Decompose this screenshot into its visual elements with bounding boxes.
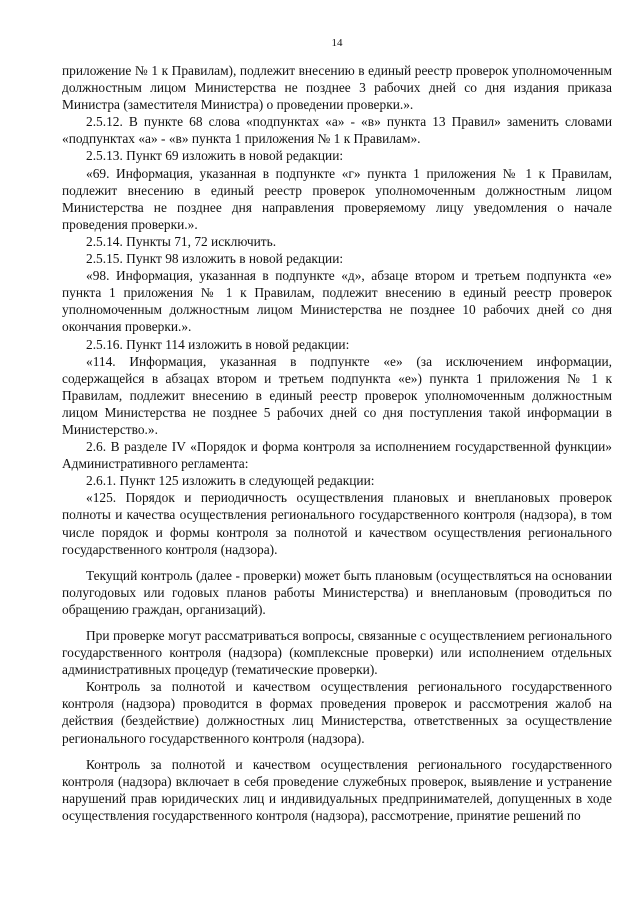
paragraph-2-6-1: 2.6.1. Пункт 125 изложить в следующей редакции: — [86, 473, 375, 489]
paragraph-current-control: Текущий контроль (далее - проверки) может быть плановым (осуществляться на основании полугодовых или годовых планов работы Министерства) и внеплановым (проводиться по обращению граждан, организаций). — [62, 567, 612, 617]
paragraph-inspection-questions: При проверке могут рассматриваться вопросы, связанные с осуществлением регионального государственного контроля (надзора) (комплексные проверки) или исполнением отдельных административных процедур (тематические проверки). — [62, 628, 612, 678]
paragraph-control-includes: Контроль за полнотой и качеством осуществления регионального государственного контроля (надзора) включает в себя проведение служебных проверок, выявление и устранение нарушений прав юридических лиц и индивидуальных предпринимателей, допущенных в ходе осуществления государственного контроля (надзора), рассмотрение, принятие решений по — [62, 756, 612, 823]
paragraph-2-5-15: 2.5.15. Пункт 98 изложить в новой редакции: — [86, 251, 344, 267]
paragraph-2-5-14: 2.5.14. Пункты 71, 72 исключить. — [86, 233, 277, 249]
paragraph-2-6: 2.6. В разделе IV «Порядок и форма контроля за исполнением государственной функции» Административного регламента: — [62, 439, 612, 472]
paragraph-continuation: приложение № 1 к Правилам), подлежит внесению в единый реестр проверок уполномоченным должностным лицом Министерства не позднее 3 рабочих дней со дня издания приказа Министра (заместителя Министра) о проведении проверки.». — [62, 63, 612, 113]
paragraph-clause-114: «114. Информация, указанная в подпункте «е» (за исключением информации, содержащейся в абзацах втором и третьем подпункта «е») пункта 1 приложения № 1 к Правилам, подлежит внесению в единый реестр проверок уполномоченным должностным лицом Министерства не позднее 5 рабочих дней со дня поступления такой информации в Министерство.». — [62, 353, 612, 437]
paragraph-clause-69: «69. Информация, указанная в подпункте «г» пункта 1 приложения № 1 к Правилам, подлежит внесению в единый реестр проверок уполномоченным должностным лицом Министерства не позднее дня направления проверяемому лицу уведомления о начале проведения проверки.». — [62, 165, 612, 232]
document-body — [62, 62, 612, 824]
paragraph-clause-125: «125. Порядок и периодичность осуществления плановых и внеплановых проверок полноты и качества осуществления регионального государственного контроля (надзора), в том числе порядок и формы контроля за полнотой и качеством осуществления регионального государственного контроля (надзора). — [62, 490, 612, 557]
paragraph-2-5-12: 2.5.12. В пункте 68 слова «подпунктах «а» - «в» пункта 13 Правил» заменить словами «подпунктах «а» - «в» пункта 1 приложения № 1 к Правилам». — [62, 114, 612, 147]
page-number: 14 — [331, 37, 343, 49]
paragraph-2-5-13: 2.5.13. Пункт 69 изложить в новой редакции: — [86, 148, 344, 164]
paragraph-clause-98: «98. Информация, указанная в подпункте «д», абзаце втором и третьем подпункта «е» пункта 1 приложения № 1 к Правилам, подлежит внесению в единый реестр проверок уполномоченным должностным лицом Министерства не позднее 10 рабочих дней со дня окончания проверки.». — [62, 268, 612, 335]
paragraph-control-forms: Контроль за полнотой и качеством осуществления регионального государственного контроля (надзора) проводится в формах проведения проверок и рассмотрения жалоб на действия (бездействие) должностных лиц Министерства, ответственных за осуществление регионального государственного контроля (надзора). — [62, 679, 612, 746]
paragraph-2-5-16: 2.5.16. Пункт 114 изложить в новой редакции: — [86, 336, 350, 352]
